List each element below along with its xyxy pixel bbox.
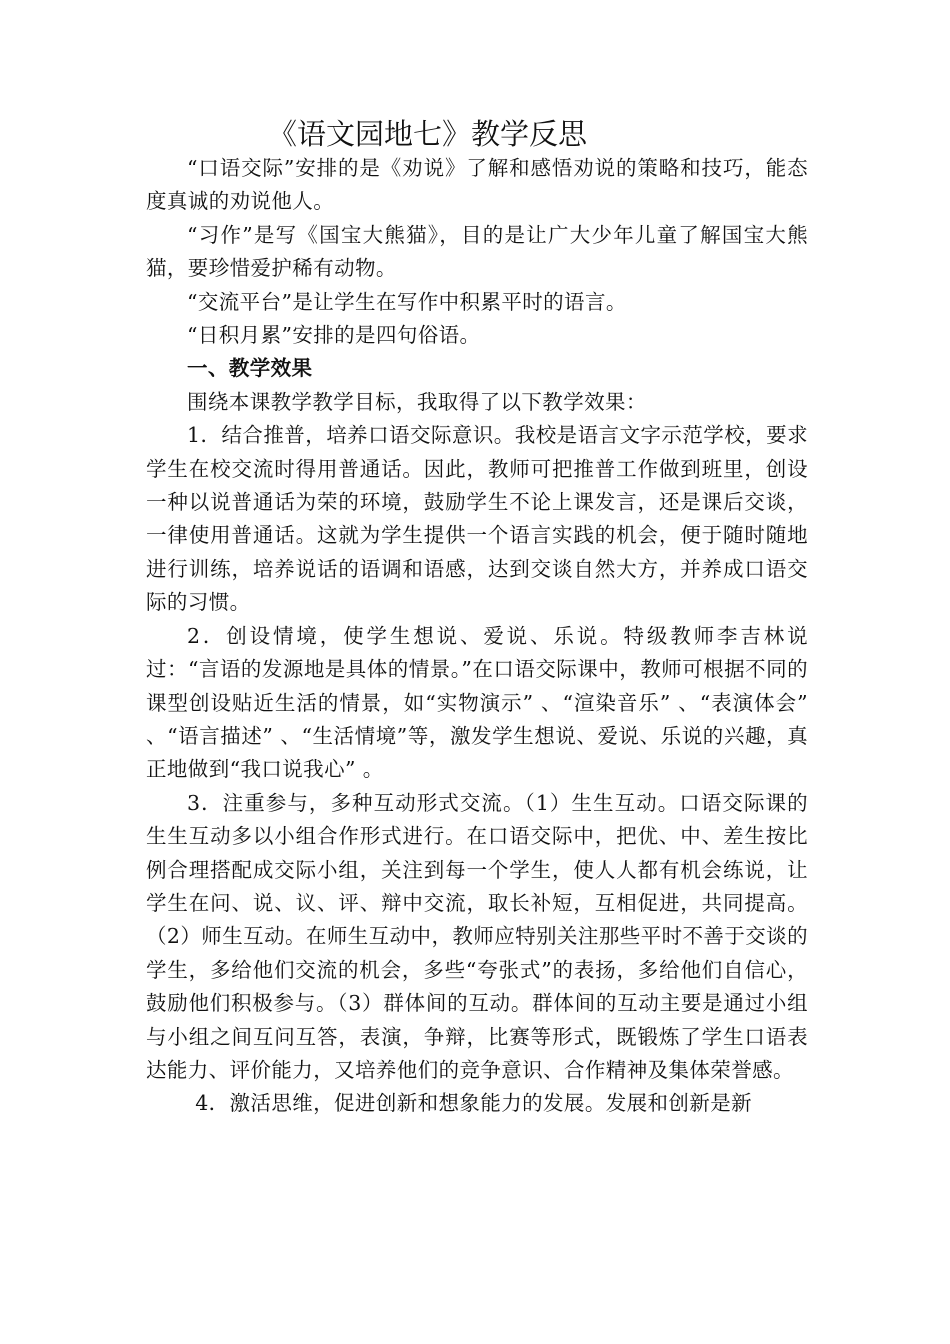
- point-4: 4．激活思维，促进创新和想象能力的发展。发展和创新是新: [195, 1091, 753, 1116]
- section-intro: 围绕本课教学教学目标，我取得了以下教学效果：: [187, 389, 647, 414]
- paragraph-exchange-platform: “交流平台”是让学生在写作中积累平时的语言。: [187, 289, 627, 314]
- paragraph-daily-accumulation: “日积月累”安排的是四句俗语。: [187, 323, 481, 348]
- document-body: [146, 152, 808, 1121]
- section-heading: 一、教学效果: [187, 356, 313, 381]
- point-2: 2．创设情境，使学生想说、爱说、乐说。特级教师李吉林说过：“言语的发源地是具体的情景。”在口语交际课中，教师可根据不同的课型创设贴近生活的情景，如“实物演示” 、“渲染音乐” 、“表演体会” 、“语言描述” 、“生活情境”等，激发学生想说、爱说、乐说的兴趣，真正地做到“我口说我心” 。: [146, 623, 808, 782]
- document-title: 《语文园地七》教学反思: [268, 117, 588, 151]
- point-3: 3．注重参与，多种互动形式交流。（1）生生互动。口语交际课的生生互动多以小组合作形式进行。在口语交际中，把优、中、差生按比例合理搭配成交际小组，关注到每一个学生，使人人都有机会练说，让学生在问、说、议、评、辩中交流，取长补短，互相促进，共同提高。（2）师生互动。在师生互动中，教师应特别关注那些平时不善于交谈的学生，多给他们交流的机会，多些“夸张式”的表扬，多给他们自信心，鼓励他们积极参与。（3）群体间的互动。群体间的互动主要是通过小组与小组之间互问互答，表演，争辩，比赛等形式，既锻炼了学生口语表达能力、评价能力，又培养他们的竞争意识、合作精神及集体荣誉感。: [146, 790, 808, 1082]
- paragraph-oral-communication: “口语交际”安排的是《劝说》了解和感悟劝说的策略和技巧，能态度真诚的劝说他人。: [146, 156, 808, 214]
- paragraph-writing: “习作”是写《国宝大熊猫》，目的是让广大少年儿童了解国宝大熊猫，要珍惜爱护稀有动物。: [146, 222, 808, 281]
- point-1: 1．结合推普，培养口语交际意识。我校是语言文字示范学校，要求学生在校交流时得用普通话。因此，教师可把推普工作做到班里，创设一种以说普通话为荣的环境，鼓励学生不论上课发言，还是课后交谈，一律使用普通话。这就为学生提供一个语言实践的机会，便于随时随地进行训练，培养说话的语调和语感，达到交谈自然大方，并养成口语交际的习惯。: [146, 423, 808, 615]
